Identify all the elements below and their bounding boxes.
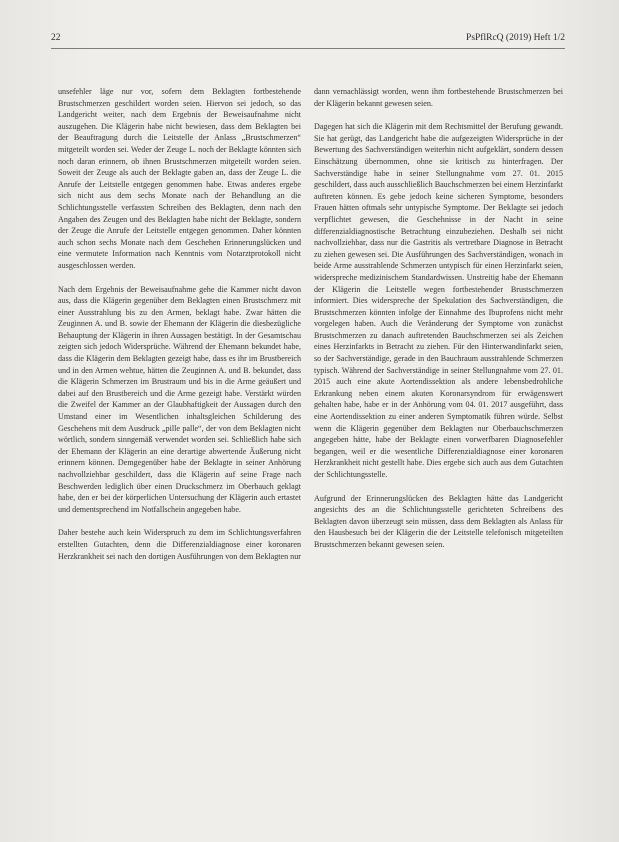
running-head [51,33,565,45]
paragraph: Dagegen hat sich die Klägerin mit dem Rechtsmittel der Berufung gewandt. Sie hat gerügt, das Landgericht habe die aufgezeigten Widersprüche in der Bewertung des Sachverständigen weiterhin nicht aufgeklärt, sondern dessen Einschätzung übernommen, ohne sie kritisch zu hinterfragen. Der Sachverständige habe in seiner Stellungnahme vom 27. 01. 2015 geschildert, dass auch ausschließlich Bauchschmerzen bei einem Herzinfarkt auftreten können. Es gebe jedoch keine sicheren Symptome, besonders Frauen hätten oftmals sehr untypische Symptome. Der Beklagte sei jedoch verpflichtet gewesen, die Geschehnisse in der Nacht in seine differenzialdiagnostische Betrachtung einzubeziehen. Deshalb sei nicht nachvollziehbar, dass nur die Gastritis als vertretbare Diagnose in Betracht zu ziehen gewesen sei. Die Ausführungen des Sachverständigen, wonach in beide Arme ausstrahlende Schmerzen untypisch für einen Herzinfarkt seien, widerspreche medizinischem Standardwissen. Unstreitig habe der Ehemann der Klägerin die Leitstelle wegen fortbestehender Brustschmerzen informiert. Dies widerspreche der Spekulation des Sachverständigen, die Brustschmerzen könnten infolge der Einnahme des Ibuprofens nicht mehr vorgelegen haben. Auch die Veränderung der Symptome von zunächst Brustschmerzen zu danach auftretenden Bauchschmerzen sei als Zeichen eines Herzinfarkts in Betracht zu ziehen. Für den Hinterwandinfarkt seien, so der Sachverständige, gerade in den Bauchraum ausstrahlende Schmerzen typisch. Während der Sachverständige in seiner Stellungnahme vom 27. 01. 2015 auch eine akute Aortendissektion als andere lebensbedrohliche Erkrankung neben einem akuten Koronarsyndrom für erwägenswert gehalten habe, habe er in der Anhörung vom 04. 01. 2017 ausgeführt, dass eine Aortendissektion zu einer anderen Symptomatik führen würde. Selbst wenn die Klägerin gegenüber dem Beklagten nur Oberbauchschmerzen angegeben hätte, habe der Beklagte einen vorwerfbaren Diagnosefehler begangen, weil er die wesentliche Differenzialdiagnose einer koronaren Herzkrankheit nicht gestellt habe. Dies ergebe sich auch aus dem Gutachten der Schlichtungsstelle. [314,122,564,479]
paragraph: dann vernachlässigt worden, wenn ihm fortbestehende Brustschmerzen bei der Klägerin bekannt gewesen seien. [314,87,563,108]
paragraph: Nach dem Ergebnis der Beweisaufnahme gehe die Kammer nicht davon aus, dass die Klägerin gegenüber dem Beklagten einen Brustschmerz mit einer Ausstrahlung bis zu den Armen, beklagt habe. Zwar hätten die Zeuginnen A. und B. sowie der Ehemann der Klägerin die diesbezügliche Behauptung der Klägerin in ihren Aussagen bestätigt. In der Gesamtschau zeigten sich jedoch Widersprüche. Während der Ehemann bekundet habe, dass die Klägerin dem Beklagten gezeigt habe, dass es ihr im Brustbereich und in den Armen wehtue, hätten die Zeuginnen A. und B. bekundet, dass die Klägerin Schmerzen im Brustraum und bis in die Arme geäußert und dabei auf den Brustbereich und die Arme gezeigt habe. Verstärkt würden die Zweifel der Kammer an der Glaubhaftigkeit der Aussagen durch den Umstand einer im Wesentlichen inhaltsgleichen Schilderung des Geschehens mit dem Ausdruck „pille palle“, der von dem Beklagten nicht wörtlich, sondern sinngemäß verwendet worden sei. Schließlich habe sich der Ehemann der Klägerin an eine derartige abwertende Äußerung nicht erinnern können. Demgegenüber habe der Beklagte in seiner Anhörung nachvollziehbar geschildert, dass die Klägerin auf seine Frage nach Beschwerden lediglich über einen Druckschmerz im Oberbauch geklagt habe, den er bei der körperlichen Untersuchung der Klägerin auch ertastet und dementsprechend im Notfallschein angegeben habe. [58,284,301,514]
paragraph: Daher bestehe auch kein Widerspruch zu dem im Schlichtungsverfahren erstellten Gutachten, denn die Differenzialdiagnose einer koronaren Herzkrankheit sei nach den dortigen Ausführungen von dem Beklagten nur [58,528,301,561]
paragraph: unsefehler läge nur vor, sofern dem Beklagten fortbestehende Brustschmerzen geschildert worden seien. Hiervon sei jedoch, so das Landgericht weiter, nach dem Ergebnis der Beweisaufnahme nicht auszugehen. Die Klägerin habe nicht bewiesen, dass dem Beklagten bei der Beauftragung durch die Leitstelle der Anlass „Brustschmerzen“ mitgeteilt worden sei. Weder der Zeuge L. noch der Beklagte könnten sich noch daran erinnern, ob ihnen Brustschmerzen mitgeteilt worden seien. Soweit der Zeuge als auch der Beklagte gaben an, dass der Zeuge L. die Anrufe der Leitstelle entgegen genommen habe. Etwas anderes ergebe sich nicht aus dem sechs Monate nach der Behandlung an die Schlichtungsstelle verfassten Schreiben des Beklagten, denn nach den Angaben des Zeugen und des Beklagten habe nicht der Beklagte, sondern der Zeuge die Anrufe der Leitstelle entgegen genommen. Daher könnten auch schon sechs Monate nach dem Geschehen Erinnerungslücken und eine vermutete Information nach Kenntnis vom Notarztprotokoll nicht ausgeschlossen werden. [58,87,301,270]
page-number: 22 [51,33,61,43]
paragraph: Aufgrund der Erinnerungslücken des Beklagten hätte das Landgericht angesichts des an die Schlichtungsstelle gerichteten Schreibens des Beklagten davon überzeugt sein müssen, dass dem Beklagten als Anlass für den Hausbesuch bei der Klägerin die der Leitstelle telefonisch mitgeteilten Brustschmerzen bekannt gewesen seien. [314,493,563,549]
right-column [314,86,563,563]
header-rule [51,48,565,49]
journal-citation: PsPflRcQ (2019) Heft 1/2 [466,33,565,43]
left-column [58,86,301,574]
